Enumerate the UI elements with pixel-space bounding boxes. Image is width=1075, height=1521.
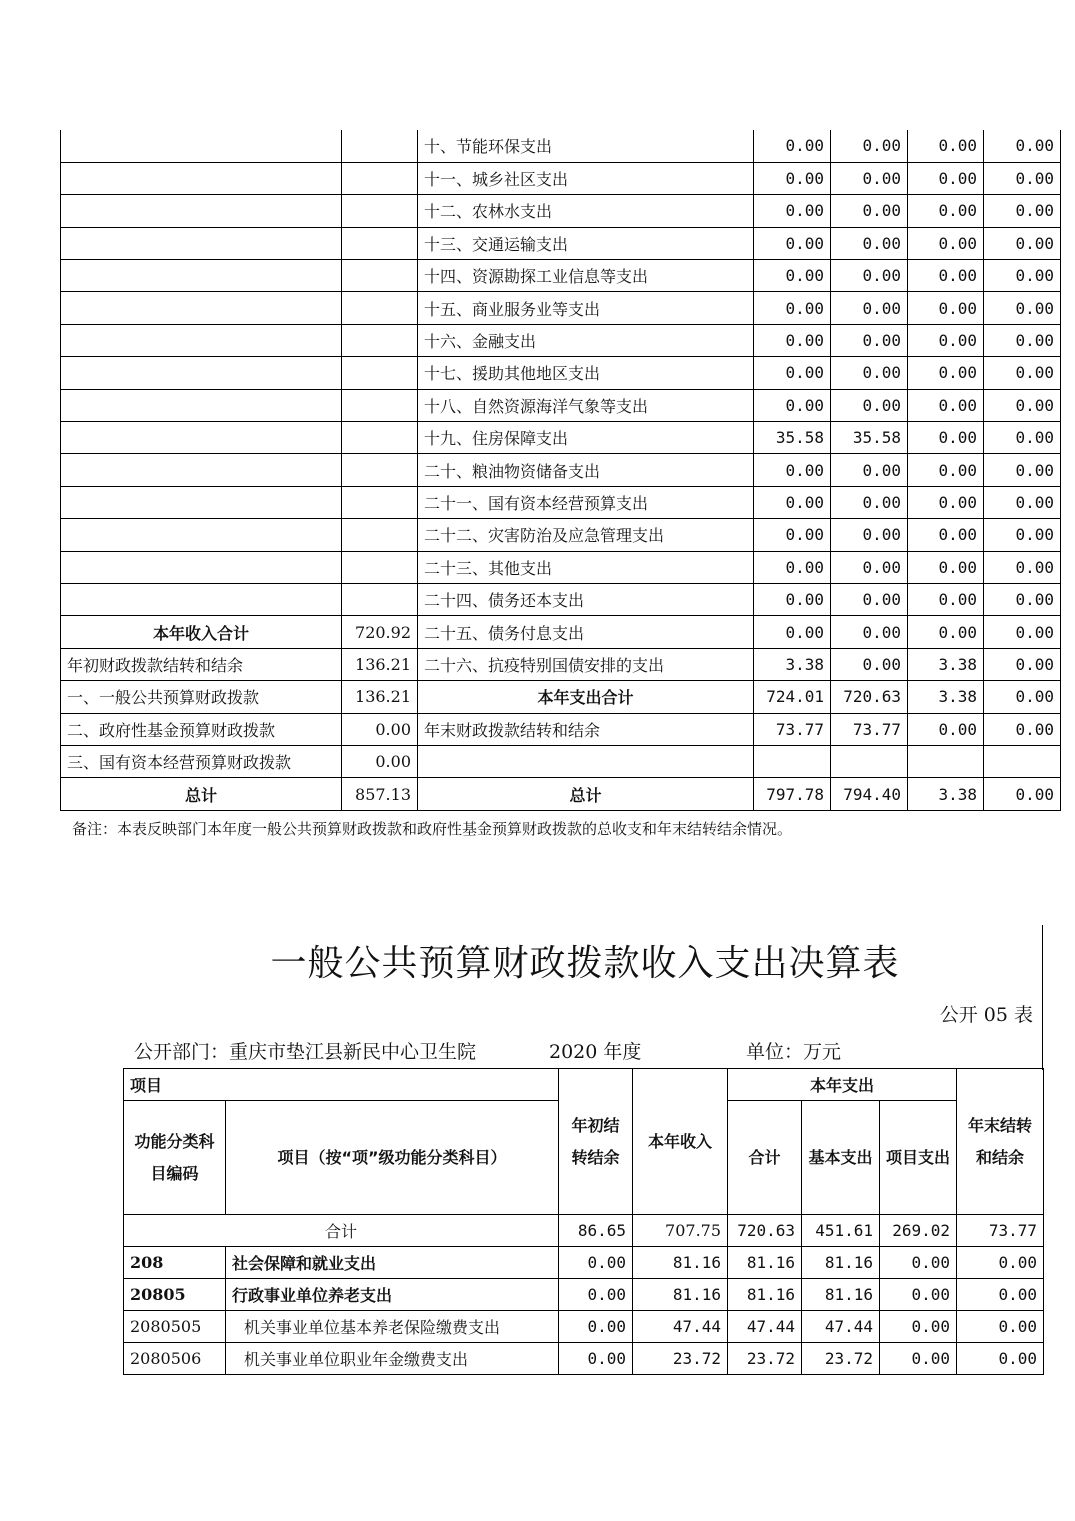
row-income-value xyxy=(342,324,418,356)
table-row xyxy=(61,389,1061,421)
table-row xyxy=(61,422,1061,454)
row-expense-item: 年末财政拨款结转和结余 xyxy=(418,713,754,745)
row-income-label xyxy=(61,260,342,292)
row-income-value: 136.21 xyxy=(342,648,418,680)
row-income-label xyxy=(61,422,342,454)
total-begin: 86.65 xyxy=(559,1215,633,1247)
row-income-label: 三、国有资本经营预算财政拨款 xyxy=(61,745,342,777)
row-end: 0.00 xyxy=(957,1247,1044,1279)
header-end-balance: 年末结转和结余 xyxy=(957,1069,1044,1215)
row-expense-general: 794.40 xyxy=(831,778,908,810)
row-income-label xyxy=(61,519,342,551)
row-income: 23.72 xyxy=(633,1343,728,1375)
row-expense-general: 0.00 xyxy=(831,616,908,648)
row-expense-fund: 0.00 xyxy=(908,616,984,648)
row-expense-general: 0.00 xyxy=(831,195,908,227)
row-expense-item: 二十六、抗疫特别国债安排的支出 xyxy=(418,648,754,680)
table-row xyxy=(124,1247,1044,1279)
row-expense-capital: 0.00 xyxy=(984,616,1061,648)
row-expense-capital: 0.00 xyxy=(984,713,1061,745)
row-expense-fund: 0.00 xyxy=(908,292,984,324)
row-income-value xyxy=(342,486,418,518)
row-expense-item: 十七、援助其他地区支出 xyxy=(418,357,754,389)
table-row xyxy=(61,260,1061,292)
row-expense-total: 0.00 xyxy=(754,324,831,356)
table-row xyxy=(61,648,1061,680)
row-expense-fund: 0.00 xyxy=(908,583,984,615)
row-basic: 81.16 xyxy=(802,1279,880,1311)
row-expense-total: 0.00 xyxy=(754,162,831,194)
header-begin-balance: 年初结转结余 xyxy=(559,1069,633,1215)
row-project-expense: 0.00 xyxy=(880,1247,957,1279)
row-expense-general: 0.00 xyxy=(831,260,908,292)
table-row xyxy=(61,357,1061,389)
row-expense-general: 0.00 xyxy=(831,454,908,486)
row-expense-item: 十三、交通运输支出 xyxy=(418,227,754,259)
row-income-value xyxy=(342,454,418,486)
row-expense-capital: 0.00 xyxy=(984,389,1061,421)
row-expense-capital: 0.00 xyxy=(984,778,1061,810)
table-footnote: 备注：本表反映部门本年度一般公共预算财政拨款和政府性基金预算财政拨款的总收支和年末结转结余情况。 xyxy=(72,820,793,838)
row-expense-total: 0.00 xyxy=(754,130,831,162)
row-basic: 81.16 xyxy=(802,1247,880,1279)
row-income-value: 857.13 xyxy=(342,778,418,810)
row-expense-capital: 0.00 xyxy=(984,681,1061,713)
header-income: 本年收入 xyxy=(633,1069,728,1215)
row-expense-general: 0.00 xyxy=(831,324,908,356)
row-expense-total: 0.00 xyxy=(754,519,831,551)
row-income-value: 720.92 xyxy=(342,616,418,648)
row-expense-fund: 3.38 xyxy=(908,681,984,713)
row-total: 47.44 xyxy=(728,1311,802,1343)
row-expense-item: 十、节能环保支出 xyxy=(418,130,754,162)
row-expense-general xyxy=(831,745,908,777)
table-row xyxy=(61,324,1061,356)
row-expense-item: 十二、农林水支出 xyxy=(418,195,754,227)
table-row xyxy=(61,486,1061,518)
row-income-label xyxy=(61,162,342,194)
row-expense-item: 总计 xyxy=(418,778,754,810)
row-begin: 0.00 xyxy=(559,1311,633,1343)
department-label: 公开部门：重庆市垫江县新民中心卫生院 xyxy=(134,1041,477,1063)
row-basic: 47.44 xyxy=(802,1311,880,1343)
total-end: 73.77 xyxy=(957,1215,1044,1247)
row-expense-total: 0.00 xyxy=(754,227,831,259)
table-row xyxy=(61,292,1061,324)
row-income-label xyxy=(61,357,342,389)
income-expense-summary-table xyxy=(60,130,1061,811)
row-expense-item: 二十一、国有资本经营预算支出 xyxy=(418,486,754,518)
row-expense-general: 0.00 xyxy=(831,389,908,421)
row-expense-capital: 0.00 xyxy=(984,130,1061,162)
header-item-name: 项目（按“项”级功能分类科目） xyxy=(226,1101,559,1215)
header-total: 合计 xyxy=(728,1101,802,1215)
row-expense-total: 0.00 xyxy=(754,260,831,292)
table-code: 公开 05 表 xyxy=(939,1004,1033,1026)
table-row xyxy=(124,1311,1044,1343)
row-income-value xyxy=(342,519,418,551)
row-expense-general: 720.63 xyxy=(831,681,908,713)
general-budget-table xyxy=(123,1068,1044,1375)
table-row xyxy=(61,745,1061,777)
table-row xyxy=(124,1279,1044,1311)
row-expense-item: 十八、自然资源海洋气象等支出 xyxy=(418,389,754,421)
row-income: 81.16 xyxy=(633,1247,728,1279)
row-expense-fund: 0.00 xyxy=(908,162,984,194)
row-begin: 0.00 xyxy=(559,1247,633,1279)
table-row xyxy=(61,519,1061,551)
row-begin: 0.00 xyxy=(559,1343,633,1375)
row-expense-item: 十六、金融支出 xyxy=(418,324,754,356)
row-expense-fund: 3.38 xyxy=(908,778,984,810)
row-income-label: 年初财政拨款结转和结余 xyxy=(61,648,342,680)
row-expense-capital: 0.00 xyxy=(984,292,1061,324)
row-expense-general: 73.77 xyxy=(831,713,908,745)
row-expense-capital: 0.00 xyxy=(984,195,1061,227)
row-income-value xyxy=(342,422,418,454)
row-income: 81.16 xyxy=(633,1279,728,1311)
row-expense-item: 十九、住房保障支出 xyxy=(418,422,754,454)
row-income-label xyxy=(61,324,342,356)
row-project-expense: 0.00 xyxy=(880,1311,957,1343)
row-expense-fund: 0.00 xyxy=(908,551,984,583)
table-row xyxy=(61,551,1061,583)
row-expense-capital: 0.00 xyxy=(984,422,1061,454)
row-end: 0.00 xyxy=(957,1279,1044,1311)
row-expense-fund: 0.00 xyxy=(908,357,984,389)
row-expense-total xyxy=(754,745,831,777)
row-expense-fund: 0.00 xyxy=(908,195,984,227)
total-total: 720.63 xyxy=(728,1215,802,1247)
row-expense-general: 0.00 xyxy=(831,292,908,324)
row-expense-capital: 0.00 xyxy=(984,648,1061,680)
row-expense-item: 二十四、债务还本支出 xyxy=(418,583,754,615)
row-expense-general: 35.58 xyxy=(831,422,908,454)
row-expense-item: 二十五、债务付息支出 xyxy=(418,616,754,648)
row-code: 2080506 xyxy=(124,1343,226,1375)
header-expense-group: 本年支出 xyxy=(728,1069,957,1101)
row-expense-total: 724.01 xyxy=(754,681,831,713)
row-income-label xyxy=(61,551,342,583)
row-income-label xyxy=(61,583,342,615)
row-expense-capital: 0.00 xyxy=(984,162,1061,194)
row-expense-item: 本年支出合计 xyxy=(418,681,754,713)
table-row xyxy=(61,227,1061,259)
row-expense-capital: 0.00 xyxy=(984,551,1061,583)
row-income-value xyxy=(342,292,418,324)
row-expense-general: 0.00 xyxy=(831,551,908,583)
row-income-label: 总计 xyxy=(61,778,342,810)
row-expense-general: 0.00 xyxy=(831,583,908,615)
row-expense-fund: 0.00 xyxy=(908,486,984,518)
header-project-expense: 项目支出 xyxy=(880,1101,957,1215)
total-project-expense: 269.02 xyxy=(880,1215,957,1247)
row-name: 社会保障和就业支出 xyxy=(226,1247,559,1279)
row-income-value xyxy=(342,195,418,227)
row-expense-capital: 0.00 xyxy=(984,227,1061,259)
table-row xyxy=(61,454,1061,486)
row-expense-general: 0.00 xyxy=(831,227,908,259)
row-expense-total: 0.00 xyxy=(754,551,831,583)
row-expense-capital: 0.00 xyxy=(984,583,1061,615)
table-row xyxy=(61,616,1061,648)
row-expense-general: 0.00 xyxy=(831,130,908,162)
row-expense-total: 0.00 xyxy=(754,616,831,648)
row-expense-fund: 0.00 xyxy=(908,454,984,486)
row-code: 208 xyxy=(124,1247,226,1279)
year-label: 2020 年度 xyxy=(549,1041,642,1063)
table-row xyxy=(124,1343,1044,1375)
row-income-value xyxy=(342,357,418,389)
table-row xyxy=(61,130,1061,162)
row-expense-fund xyxy=(908,745,984,777)
row-income-label xyxy=(61,486,342,518)
row-income-value xyxy=(342,389,418,421)
row-expense-total: 0.00 xyxy=(754,454,831,486)
row-basic: 23.72 xyxy=(802,1343,880,1375)
row-expense-capital: 0.00 xyxy=(984,519,1061,551)
row-expense-fund: 0.00 xyxy=(908,713,984,745)
page-title: 一般公共预算财政拨款收入支出决算表 xyxy=(270,943,900,984)
row-expense-general: 0.00 xyxy=(831,519,908,551)
row-expense-total: 3.38 xyxy=(754,648,831,680)
row-expense-total: 0.00 xyxy=(754,292,831,324)
row-expense-total: 797.78 xyxy=(754,778,831,810)
row-end: 0.00 xyxy=(957,1343,1044,1375)
row-expense-item: 十一、城乡社区支出 xyxy=(418,162,754,194)
row-expense-total: 0.00 xyxy=(754,583,831,615)
table-row xyxy=(61,713,1061,745)
row-income-value xyxy=(342,583,418,615)
row-expense-general: 0.00 xyxy=(831,648,908,680)
row-expense-item: 二十三、其他支出 xyxy=(418,551,754,583)
row-income-label: 二、政府性基金预算财政拨款 xyxy=(61,713,342,745)
row-expense-total: 0.00 xyxy=(754,357,831,389)
row-expense-fund: 0.00 xyxy=(908,519,984,551)
row-income: 47.44 xyxy=(633,1311,728,1343)
row-project-expense: 0.00 xyxy=(880,1343,957,1375)
total-income: 707.75 xyxy=(633,1215,728,1247)
row-expense-general: 0.00 xyxy=(831,162,908,194)
row-expense-total: 0.00 xyxy=(754,389,831,421)
unit-label: 单位：万元 xyxy=(746,1041,842,1063)
row-income-label xyxy=(61,130,342,162)
table-row xyxy=(61,162,1061,194)
table-row xyxy=(61,681,1061,713)
row-income-value xyxy=(342,551,418,583)
row-expense-capital: 0.00 xyxy=(984,324,1061,356)
row-income-label: 本年收入合计 xyxy=(61,616,342,648)
row-expense-item: 二十二、灾害防治及应急管理支出 xyxy=(418,519,754,551)
row-expense-capital: 0.00 xyxy=(984,454,1061,486)
table-row xyxy=(61,583,1061,615)
header-project: 项目 xyxy=(124,1069,559,1101)
row-expense-capital: 0.00 xyxy=(984,260,1061,292)
row-total: 81.16 xyxy=(728,1247,802,1279)
row-total: 23.72 xyxy=(728,1343,802,1375)
row-name: 行政事业单位养老支出 xyxy=(226,1279,559,1311)
row-expense-fund: 0.00 xyxy=(908,389,984,421)
row-income-label xyxy=(61,227,342,259)
row-code: 20805 xyxy=(124,1279,226,1311)
row-expense-total: 0.00 xyxy=(754,195,831,227)
row-expense-fund: 0.00 xyxy=(908,324,984,356)
row-name: 机关事业单位职业年金缴费支出 xyxy=(226,1343,559,1375)
table-row xyxy=(61,195,1061,227)
header-basic: 基本支出 xyxy=(802,1101,880,1215)
row-expense-fund: 0.00 xyxy=(908,227,984,259)
row-expense-total: 35.58 xyxy=(754,422,831,454)
row-income-label xyxy=(61,292,342,324)
total-basic: 451.61 xyxy=(802,1215,880,1247)
row-end: 0.00 xyxy=(957,1311,1044,1343)
row-total: 81.16 xyxy=(728,1279,802,1311)
row-expense-capital: 0.00 xyxy=(984,486,1061,518)
row-income-label xyxy=(61,389,342,421)
row-expense-fund: 0.00 xyxy=(908,422,984,454)
row-expense-fund: 3.38 xyxy=(908,648,984,680)
row-expense-total: 73.77 xyxy=(754,713,831,745)
row-income-label xyxy=(61,454,342,486)
row-expense-item: 十四、资源勘探工业信息等支出 xyxy=(418,260,754,292)
row-name: 机关事业单位基本养老保险缴费支出 xyxy=(226,1311,559,1343)
header-code: 功能分类科目编码 xyxy=(124,1101,226,1215)
row-expense-capital xyxy=(984,745,1061,777)
row-income-label xyxy=(61,195,342,227)
row-code: 2080505 xyxy=(124,1311,226,1343)
row-expense-general: 0.00 xyxy=(831,357,908,389)
total-label: 合计 xyxy=(124,1215,559,1247)
row-income-value: 0.00 xyxy=(342,713,418,745)
row-income-value: 136.21 xyxy=(342,681,418,713)
row-expense-item xyxy=(418,745,754,777)
row-expense-item: 二十、粮油物资储备支出 xyxy=(418,454,754,486)
row-income-value xyxy=(342,162,418,194)
row-income-value xyxy=(342,227,418,259)
row-expense-capital: 0.00 xyxy=(984,357,1061,389)
row-expense-total: 0.00 xyxy=(754,486,831,518)
row-project-expense: 0.00 xyxy=(880,1279,957,1311)
row-expense-fund: 0.00 xyxy=(908,260,984,292)
row-begin: 0.00 xyxy=(559,1279,633,1311)
row-income-value xyxy=(342,130,418,162)
row-expense-fund: 0.00 xyxy=(908,130,984,162)
row-income-label: 一、一般公共预算财政拨款 xyxy=(61,681,342,713)
row-income-value: 0.00 xyxy=(342,745,418,777)
total-row xyxy=(124,1215,1044,1247)
row-income-value xyxy=(342,260,418,292)
row-expense-item: 十五、商业服务业等支出 xyxy=(418,292,754,324)
row-expense-general: 0.00 xyxy=(831,486,908,518)
table-row xyxy=(61,778,1061,810)
